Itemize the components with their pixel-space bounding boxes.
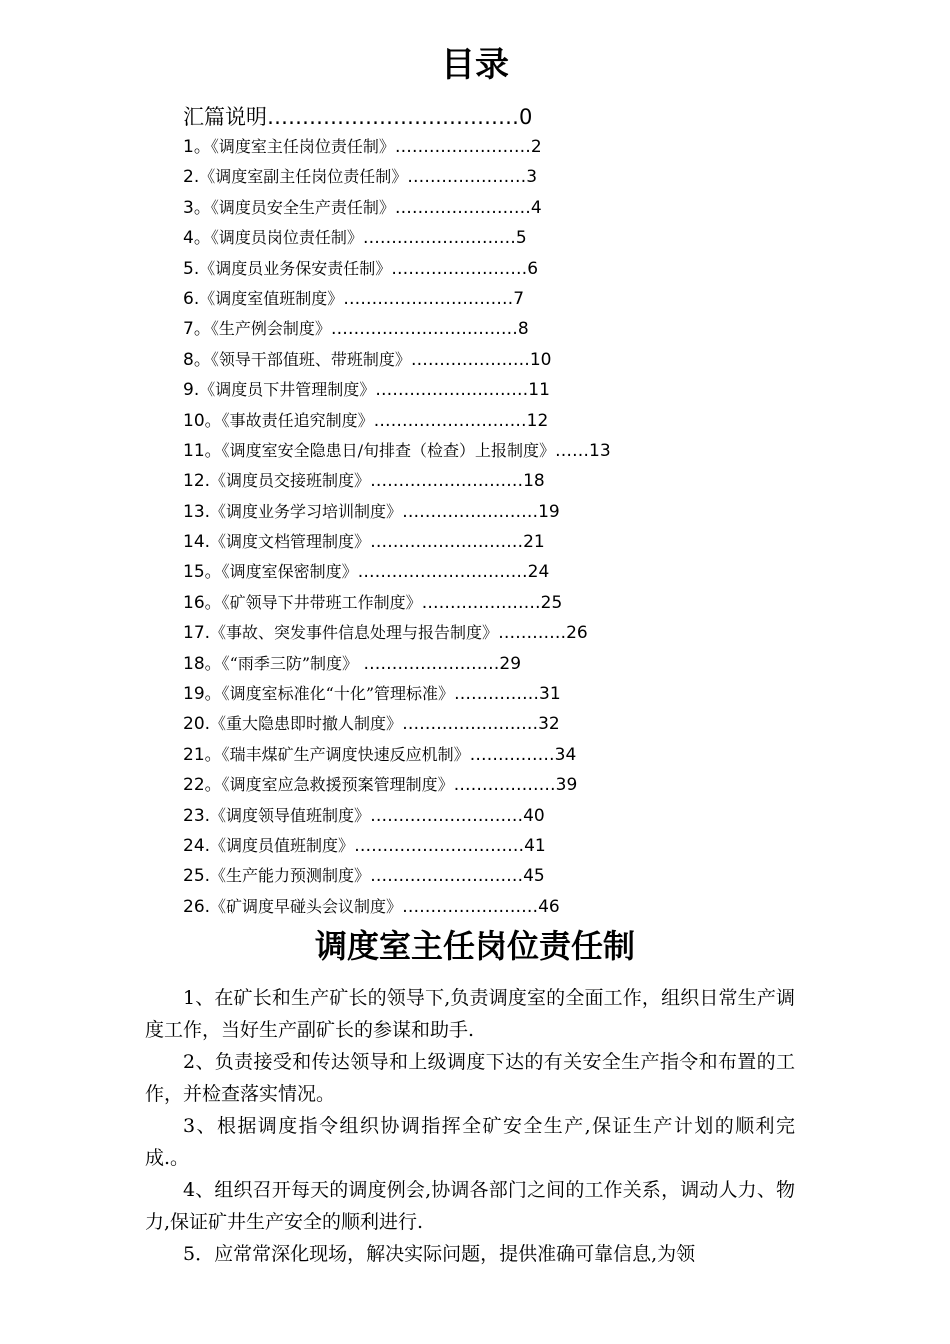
body-paragraph: 4、组织召开每天的调度例会,协调各部门之间的工作关系，调动人力、物力,保证矿井生产安全的顺利进行. bbox=[145, 1179, 795, 1233]
toc-item bbox=[183, 223, 823, 253]
toc-item-leader: …………………… bbox=[391, 258, 528, 279]
toc-item-page: 13 bbox=[589, 440, 611, 461]
toc-item-leader: ……………………… bbox=[375, 380, 529, 401]
toc-item-title: 《矿调度早碰头会议制度》 bbox=[210, 896, 403, 916]
toc-list bbox=[183, 132, 823, 922]
toc-item-number: 6. bbox=[183, 288, 200, 309]
toc-item-title: 《调度业务学习培训制度》 bbox=[210, 501, 403, 521]
toc-item-number: 8。 bbox=[183, 349, 211, 370]
toc-item bbox=[183, 801, 823, 831]
toc-item bbox=[183, 314, 823, 344]
toc-item-leader: …………………… bbox=[402, 714, 539, 735]
toc-item-page: 40 bbox=[523, 805, 545, 826]
toc-item-title: 《矿领导下井带班工作制度》 bbox=[221, 592, 422, 612]
toc-item-page: 34 bbox=[554, 744, 577, 765]
toc-item-leader: …………………………… bbox=[330, 319, 518, 340]
toc-item-number: 15。 bbox=[183, 562, 222, 583]
toc-item-title: 《调度室标准化“十化”管理标准》 bbox=[221, 684, 455, 704]
toc-item-title: 《调度领导值班制度》 bbox=[210, 805, 371, 825]
toc-item-title: 《调度室主任岗位责任制》 bbox=[210, 137, 395, 156]
toc-item-leader: ………………………… bbox=[343, 288, 514, 309]
toc-item-title: 《重大隐患即时撤人制度》 bbox=[210, 714, 403, 734]
toc-item bbox=[183, 831, 823, 861]
toc-item-leader: …… bbox=[555, 440, 590, 461]
toc-item-number: 10。 bbox=[183, 410, 222, 431]
toc-heading-page: 0 bbox=[519, 105, 533, 129]
toc-item-number: 13. bbox=[183, 501, 211, 522]
toc-item-title: 《事故、突发事件信息处理与报告制度》 bbox=[210, 623, 499, 643]
toc-item-leader: ………………… bbox=[410, 349, 530, 370]
toc-item-leader: …………………… bbox=[402, 501, 539, 522]
toc-item-title: 《调度员岗位责任制》 bbox=[210, 228, 363, 248]
toc-item-number: 24. bbox=[183, 835, 211, 856]
toc-item-title: 《调度员交接班制度》 bbox=[210, 471, 371, 491]
toc-item-leader: ……………………… bbox=[370, 532, 524, 553]
toc-item-page: 31 bbox=[539, 684, 561, 705]
toc-item-page: 39 bbox=[555, 775, 578, 796]
toc-item bbox=[183, 557, 823, 587]
toc-item bbox=[183, 497, 823, 527]
toc-item-page: 26 bbox=[566, 623, 588, 644]
toc-item-number: 25. bbox=[183, 866, 211, 887]
toc-item bbox=[183, 588, 823, 618]
toc-item-leader: …………………… bbox=[394, 137, 531, 157]
toc-item bbox=[183, 527, 823, 557]
toc-item-page: 12 bbox=[526, 410, 549, 431]
toc-item-title: 《瑞丰煤矿生产调度快速反应机制》 bbox=[221, 744, 470, 764]
toc-item-page: 2 bbox=[530, 137, 542, 157]
toc-item-title: 《调度文档管理制度》 bbox=[210, 532, 371, 552]
toc-item-page: 5 bbox=[515, 228, 527, 249]
toc-item-title: 《调度员值班制度》 bbox=[210, 835, 355, 855]
toc-item bbox=[183, 345, 823, 375]
toc-item-number: 17. bbox=[183, 623, 211, 644]
toc-item-page: 19 bbox=[538, 501, 560, 522]
body-paragraph: 5．应常常深化现场，解决实际问题，提供准确可靠信息,为领 bbox=[183, 1243, 696, 1265]
toc-item-page: 11 bbox=[528, 380, 550, 401]
toc-item-leader: ……………………… bbox=[370, 866, 524, 887]
toc-item bbox=[183, 375, 823, 405]
toc-item-title: 《生产例会制度》 bbox=[210, 319, 331, 339]
page-title: 目录 bbox=[441, 45, 509, 85]
body-paragraph: 1、在矿长和生产矿长的领导下,负责调度室的全面工作，组织日常生产调度工作，当好生产副矿长的参谋和助手. bbox=[145, 987, 795, 1041]
toc-item-leader: ………………… bbox=[421, 592, 541, 613]
toc-item-leader: ……………………… bbox=[373, 410, 527, 431]
toc-heading-dots: ……………………………… bbox=[267, 105, 519, 129]
toc-item bbox=[183, 618, 823, 648]
toc-item-page: 29 bbox=[499, 653, 522, 674]
toc-item-page: 7 bbox=[513, 288, 525, 309]
toc-item-number: 9. bbox=[183, 380, 200, 401]
toc-item-title: 《领导干部值班、带班制度》 bbox=[210, 349, 411, 369]
section-body bbox=[145, 982, 795, 1270]
toc-item-page: 45 bbox=[523, 866, 545, 887]
toc-item-page: 8 bbox=[517, 319, 529, 340]
toc-item bbox=[183, 254, 823, 284]
toc-item bbox=[183, 284, 823, 314]
toc-item-leader: ……………………… bbox=[370, 805, 524, 826]
toc-item-page: 41 bbox=[524, 835, 546, 856]
toc-item-page: 21 bbox=[523, 532, 545, 553]
toc-item bbox=[183, 770, 823, 800]
toc-item-page: 6 bbox=[527, 258, 539, 279]
body-paragraph: 3、根据调度指令组织协调指挥全矿安全生产,保证生产计划的顺利完成.。 bbox=[145, 1115, 795, 1169]
toc-item-number: 2. bbox=[183, 167, 200, 188]
toc-item-page: 3 bbox=[526, 167, 538, 188]
toc-item-leader: ………………………… bbox=[354, 835, 525, 856]
section-title: 调度室主任岗位责任制 bbox=[314, 927, 635, 965]
toc-item-number: 21。 bbox=[183, 744, 222, 765]
toc-item-number: 19。 bbox=[183, 684, 222, 705]
toc-item-page: 25 bbox=[540, 592, 563, 613]
toc-item bbox=[183, 709, 823, 739]
toc-item-title: 《调度室应急救援预案管理制度》 bbox=[221, 775, 454, 795]
toc-item bbox=[183, 193, 823, 223]
toc-item-leader: …………………… bbox=[358, 653, 500, 674]
toc-item bbox=[183, 892, 823, 922]
toc-item-number: 12. bbox=[183, 471, 211, 492]
toc-item-number: 22。 bbox=[183, 775, 222, 796]
toc-item-leader: …………… bbox=[454, 684, 540, 705]
toc-item-leader: ………………… bbox=[407, 167, 527, 188]
toc-heading bbox=[183, 102, 823, 132]
toc-item bbox=[183, 132, 823, 162]
toc-item-title: 《调度员安全生产责任制》 bbox=[210, 197, 395, 217]
toc-item-number: 3。 bbox=[183, 197, 211, 218]
toc-item bbox=[183, 861, 823, 891]
toc-item-title: 《调度室保密制度》 bbox=[221, 562, 358, 582]
toc-heading-label: 汇篇说明 bbox=[183, 105, 267, 129]
toc-item-number: 1。 bbox=[183, 137, 211, 157]
toc-item-number: 20. bbox=[183, 714, 211, 735]
body-paragraph: 2、负责接受和传达领导和上级调度下达的有关安全生产指令和布置的工作，并检查落实情况。 bbox=[145, 1051, 795, 1105]
toc-item-number: 14. bbox=[183, 532, 211, 553]
toc-item bbox=[183, 162, 823, 192]
toc-item-title: 《调度室安全隐患日/旬排查（检查）上报制度》 bbox=[221, 440, 556, 460]
toc-item-leader: …………………… bbox=[394, 197, 531, 218]
toc-item bbox=[183, 740, 823, 770]
toc-item-leader: …………… bbox=[469, 744, 555, 765]
toc-item-title: 《调度室副主任岗位责任制》 bbox=[199, 167, 408, 187]
toc-item-title: 《调度室值班制度》 bbox=[199, 288, 344, 308]
toc-item-number: 4。 bbox=[183, 228, 211, 249]
toc-item-leader: ………… bbox=[498, 623, 567, 644]
toc-item-number: 23. bbox=[183, 805, 211, 826]
toc-item bbox=[183, 406, 823, 436]
toc-item-number: 16。 bbox=[183, 592, 222, 613]
toc-item-number: 26. bbox=[183, 896, 211, 917]
toc-item-page: 10 bbox=[529, 349, 552, 370]
toc-item-page: 32 bbox=[538, 714, 560, 735]
toc-item-page: 4 bbox=[530, 197, 542, 218]
toc-item-leader: ………………………… bbox=[357, 562, 528, 583]
toc-item-title: 《事故责任追究制度》 bbox=[221, 410, 374, 430]
toc-item-number: 5. bbox=[183, 258, 200, 279]
toc-item bbox=[183, 679, 823, 709]
toc-item-page: 18 bbox=[523, 471, 545, 492]
toc-item-leader: ……………………… bbox=[362, 228, 516, 249]
toc-item bbox=[183, 466, 823, 496]
toc-item-page: 46 bbox=[538, 896, 560, 917]
toc-item-leader: …………………… bbox=[402, 896, 539, 917]
toc-item-title: 《调度员下井管理制度》 bbox=[199, 380, 376, 400]
toc-item-title: 《调度员业务保安责任制》 bbox=[199, 258, 392, 278]
toc-item-number: 7。 bbox=[183, 319, 211, 340]
toc-item-page: 24 bbox=[527, 562, 550, 583]
table-of-contents bbox=[183, 102, 823, 922]
toc-item-title: 《“雨季三防”制度》 bbox=[221, 653, 359, 673]
toc-item bbox=[183, 436, 823, 466]
toc-item-number: 11。 bbox=[183, 440, 222, 461]
toc-item-leader: ……………………… bbox=[370, 471, 524, 492]
toc-item-title: 《生产能力预测制度》 bbox=[210, 866, 371, 886]
toc-item bbox=[183, 649, 823, 679]
toc-item-number: 18。 bbox=[183, 653, 222, 674]
toc-item-leader: ……………… bbox=[453, 775, 556, 796]
